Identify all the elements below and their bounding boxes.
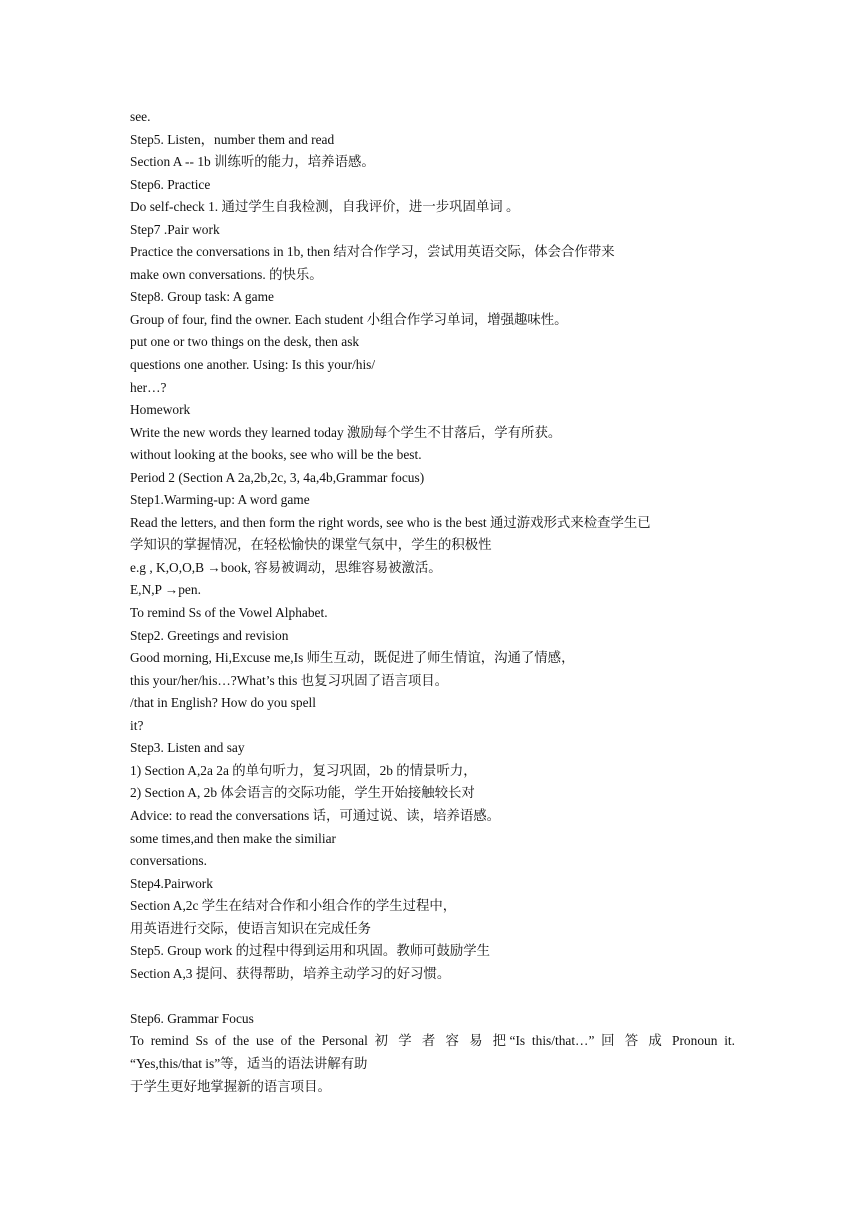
text-line: 学知识的掌握情况，在轻松愉快的课堂气氛中，学生的积极性 bbox=[130, 537, 492, 553]
step-heading: Step5. Listen，number them and read bbox=[130, 131, 335, 147]
step-heading: Step6. Grammar Focus bbox=[130, 1010, 254, 1026]
step-heading: Step6. Practice bbox=[130, 176, 211, 192]
text-line: To remind Ss of the Vowel Alphabet. bbox=[130, 605, 328, 621]
blank-line bbox=[130, 985, 735, 1008]
text-line: 2) Section A, 2b 体会语言的交际功能，学生开始接触较长对 bbox=[130, 785, 475, 801]
text-line: E,N,P →pen. bbox=[130, 582, 201, 598]
text-line: questions one another. Using: Is this your/his/ bbox=[130, 357, 376, 373]
text-line: 用英语进行交际，使语言知识在完成任务 bbox=[130, 920, 372, 936]
text-line: Group of four, find the owner. Each student 小组合作学习单词，增强趣味性。 bbox=[130, 311, 568, 327]
step-heading: Step2. Greetings and revision bbox=[130, 627, 289, 643]
period-heading: Period 2 (Section A 2a,2b,2c, 3, 4a,4b,Grammar focus) bbox=[130, 469, 425, 485]
text-line: her…? bbox=[130, 379, 167, 395]
text-line: Section A -- 1b 训练听的能力，培养语感。 bbox=[130, 154, 375, 170]
text-line: Advice: to read the conversations 话，可通过说、读，培养语感。 bbox=[130, 807, 501, 823]
text-line: see. bbox=[130, 109, 151, 124]
text-line: Do self-check 1. 通过学生自我检测，自我评价，进一步巩固单词 。 bbox=[130, 199, 520, 215]
text-line: Section A,3 提问、获得帮助，培养主动学习的好习惯。 bbox=[130, 965, 451, 981]
text-line: /that in English? How do you spell bbox=[130, 695, 316, 711]
text-line: this your/her/his…?What’s this 也复习巩固了语言项目。 bbox=[130, 672, 449, 688]
text-line: 1) Section A,2a 2a 的单句听力，复习巩固，2b 的情景听力， bbox=[130, 762, 477, 778]
text-line: Read the letters, and then form the right words, see who is the best 通过游戏形式来检查学生已 bbox=[130, 514, 651, 530]
step-heading: Step3. Listen and say bbox=[130, 740, 245, 756]
step-heading: Step7 .Pair work bbox=[130, 221, 220, 237]
homework-heading: Homework bbox=[130, 402, 191, 418]
text-line: Step5. Group work 的过程中得到运用和巩固。教师可鼓励学生 bbox=[130, 943, 491, 959]
step-heading: Step1.Warming-up: A word game bbox=[130, 492, 310, 508]
text-line: Section A,2c 学生在结对合作和小组合作的学生过程中， bbox=[130, 898, 457, 914]
text-line: 于学生更好地掌握新的语言项目。 bbox=[130, 1078, 331, 1094]
text-line: some times,and then make the similiar bbox=[130, 830, 337, 846]
text-line: e.g , K,O,O,B →book, 容易被调动，思维容易被激活。 bbox=[130, 559, 442, 575]
text-line: Good morning, Hi,Excuse me,Is 师生互动，既促进了师生情谊，沟通了情感， bbox=[130, 650, 575, 666]
text-line: make own conversations. 的快乐。 bbox=[130, 266, 323, 282]
text-line: without looking at the books, see who will be the best. bbox=[130, 447, 422, 463]
text-line: Practice the conversations in 1b, then 结对合作学习，尝试用英语交际，体会合作带来 bbox=[130, 244, 615, 260]
document-body bbox=[130, 106, 735, 1098]
step-heading: Step8. Group task: A game bbox=[130, 289, 274, 305]
text-line: it? bbox=[130, 717, 144, 733]
text-line: put one or two things on the desk, then ask bbox=[130, 334, 360, 350]
step-heading: Step4.Pairwork bbox=[130, 875, 213, 891]
text-line: Write the new words they learned today 激励每个学生不甘落后，学有所获。 bbox=[130, 424, 562, 440]
text-line: “Yes,this/that is”等，适当的语法讲解有助 bbox=[130, 1055, 368, 1071]
text-line: To remind Ss of the use of the Personal 初 学 者 容 易 把“Is this/that…” 回 答 成 Pronoun it. bbox=[130, 1033, 735, 1049]
text-line: conversations. bbox=[130, 853, 207, 869]
